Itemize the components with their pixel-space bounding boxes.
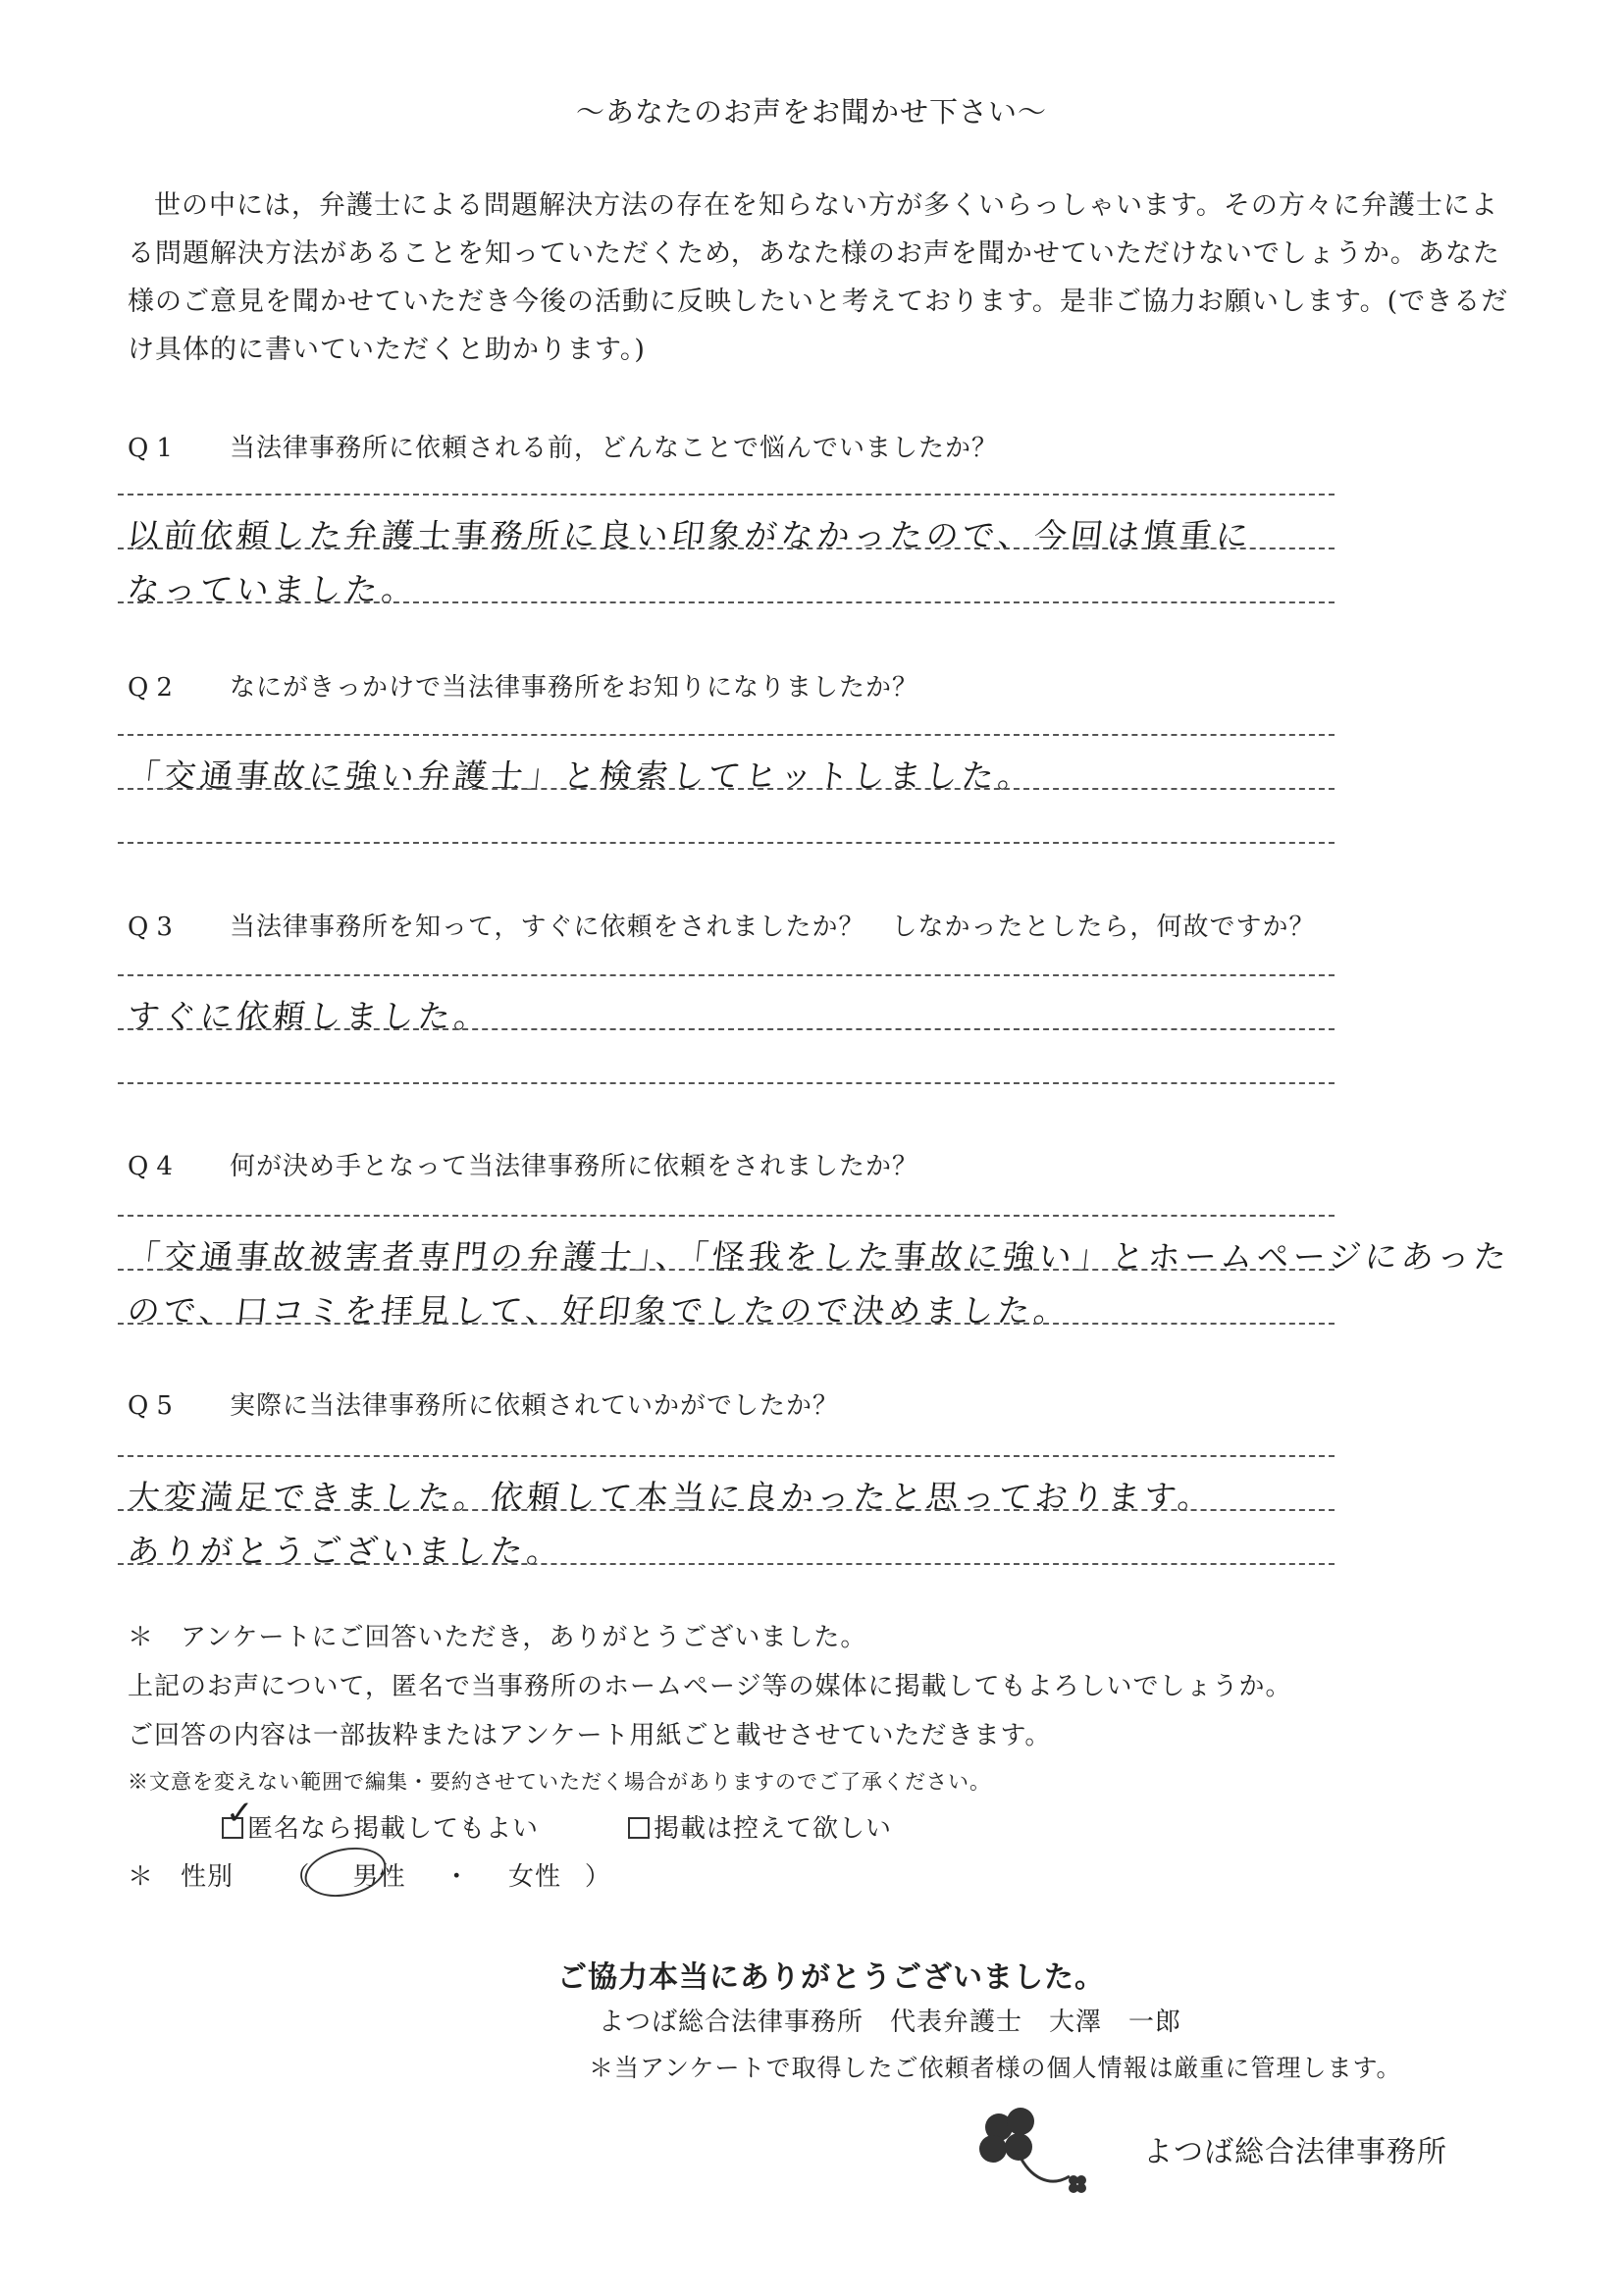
- question-text: なにがきっかけで当法律事務所をお知りになりましたか？: [230, 673, 919, 703]
- question-number: Q2: [128, 673, 181, 703]
- question-text: 実際に当法律事務所に依頼されていかがでしたか？: [230, 1391, 840, 1421]
- answer-line: [118, 974, 1335, 976]
- gender-male-option[interactable]: 男性: [352, 1862, 406, 1892]
- answer-line: [118, 494, 1335, 496]
- answer-line: [118, 1509, 1335, 1511]
- handwritten-answer: すぐに依頼しました。: [125, 997, 493, 1035]
- answer-line: [118, 1563, 1335, 1565]
- question-3: [128, 907, 1501, 943]
- footer-thanks: ＊ アンケートにご回答いただき，ありがとうございました。: [128, 1623, 867, 1652]
- closing-thanks: ご協力本当にありがとうございました。: [557, 1960, 1105, 1995]
- answer-line: [118, 842, 1335, 844]
- answer-line: [118, 548, 1335, 549]
- answer-line: [118, 734, 1335, 736]
- question-2: [128, 667, 1501, 704]
- answer-line: [118, 1028, 1335, 1030]
- intro-paragraph: 世の中には，弁護士による問題解決方法の存在を知らない方が多くいらっしゃいます。その方々に弁護士による問題解決方法があることを知っていただくため，あなた様のお声を聞かせていただけないでしょうか。あなた様のご意見を聞かせていただき今後の活動に反映したいと考えております。是非ご協力お願いします。(できるだけ具体的に書いていただくと助かります。): [128, 190, 1509, 365]
- handwritten-answer: 大変満足できました。依頼して本当に良かったと思っております。: [125, 1478, 1217, 1516]
- answer-line: [118, 1269, 1335, 1271]
- answer-line: [118, 1323, 1335, 1325]
- question-number: Q4: [128, 1152, 181, 1181]
- question-text: 当法律事務所に依頼される前，どんなことで悩んでいましたか？: [230, 434, 999, 463]
- question-5: [128, 1385, 1501, 1422]
- option-do-not-publish[interactable]: [628, 1808, 892, 1845]
- answer-line: [118, 1082, 1335, 1084]
- handwritten-answer: 以前依頼した弁護士事務所に良い印象がなかったので、今回は慎重に: [125, 516, 1255, 554]
- footer-permission: 上記のお声について，匿名で当事務所のホームページ等の媒体に掲載してもよろしいでしょうか。: [128, 1672, 1292, 1701]
- question-text: 何が決め手となって当法律事務所に依頼をされましたか？: [230, 1152, 919, 1181]
- question-number: Q3: [128, 913, 181, 942]
- checkbox[interactable]: [222, 1794, 255, 1839]
- checkbox[interactable]: [628, 1817, 650, 1839]
- answer-line: [118, 788, 1335, 790]
- handwritten-answer: ありがとうございました。: [125, 1532, 565, 1570]
- option-label: 匿名なら掲載してもよい: [247, 1814, 540, 1844]
- gender-paren-close: ）: [584, 1862, 611, 1892]
- question-number: Q1: [128, 434, 181, 463]
- question-text: 当法律事務所を知って，すぐに依頼をされましたか？ しなかったとしたら，何故ですか？: [230, 913, 1316, 942]
- option-publish-anonymous[interactable]: [222, 1794, 540, 1845]
- answer-line: [118, 1455, 1335, 1457]
- check-mark-icon: ✓: [226, 1794, 255, 1833]
- option-label: 掲載は控えて欲しい: [654, 1814, 893, 1844]
- selected-gender-circle: [300, 1841, 391, 1904]
- handwritten-answer: なっていました。: [125, 570, 420, 608]
- clover-logo-icon: [971, 2100, 1099, 2208]
- gender-paren-open: （: [284, 1862, 311, 1892]
- question-4: [128, 1146, 1501, 1182]
- footer-content-note: ご回答の内容は一部抜粋またはアンケート用紙ごと載せさせていただきます。: [128, 1721, 1052, 1750]
- firm-logo-text: よつば総合法律事務所: [1143, 2135, 1447, 2169]
- gender-label: ＊ 性別: [128, 1862, 235, 1892]
- handwritten-answer: 「交通事故被害者専門の弁護士」、「怪我をした事故に強い」とホームページにあった: [125, 1237, 1512, 1276]
- gender-separator: ・: [444, 1862, 471, 1892]
- handwritten-answer: 「交通事故に強い弁護士」と検索してヒットしました。: [125, 757, 1036, 795]
- gender-female-option[interactable]: 女性: [508, 1862, 562, 1892]
- handwritten-answer: ので、口コミを拝見して、好印象でしたので決めました。: [125, 1291, 1073, 1330]
- footer-edit-note: ※文意を変えない範囲で編集・要約させていただく場合がありますのでご了承ください。: [128, 1770, 991, 1794]
- question-number: Q5: [128, 1391, 181, 1421]
- page-title: ～あなたのお声をお聞かせ下さい～: [575, 95, 1047, 129]
- question-1: [128, 428, 1501, 464]
- signer-line: よつば総合法律事務所 代表弁護士 大澤 一郎: [599, 2008, 1182, 2037]
- privacy-note: ＊当アンケートで取得したご依頼者様の個人情報は厳重に管理します。: [589, 2054, 1402, 2082]
- answer-line: [118, 601, 1335, 603]
- answer-line: [118, 1215, 1335, 1217]
